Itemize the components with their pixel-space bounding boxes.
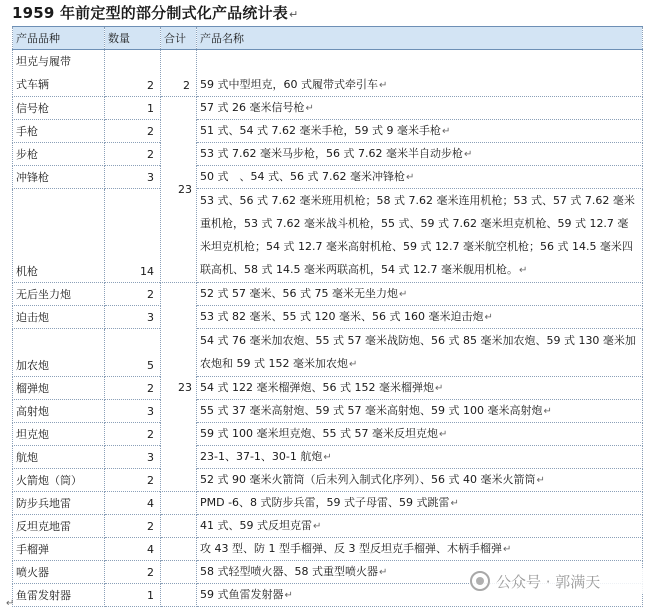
count-cell: 3	[105, 306, 161, 329]
names-cell: 23-1、37-1、30-1 航炮↵	[197, 446, 643, 469]
type-cell: 迫击炮	[13, 306, 105, 329]
names-cell: 55 式 37 毫米高射炮、59 式 57 毫米高射炮、59 式 100 毫米高射炮↵	[197, 400, 643, 423]
names-cell: 50 式 、54 式、56 式 7.62 毫米冲锋枪↵	[197, 166, 643, 189]
table-row	[13, 400, 643, 423]
names-cell: PMD -6、8 式防步兵雷，59 式子母雷、59 式跳雷↵	[197, 492, 643, 515]
count-cell: 4	[105, 492, 161, 515]
table-row	[13, 189, 643, 283]
table-row	[13, 469, 643, 492]
names-cell: 52 式 90 毫米火箭筒（后未列入制式化序列）、56 式 40 毫米火箭筒↵	[197, 469, 643, 492]
header-total: 合计	[161, 27, 197, 50]
watermark-text: 公众号 · 郭满天	[496, 572, 601, 591]
type-cell: 鱼雷发射器	[13, 584, 105, 607]
type-cell: 火箭炮（筒）	[13, 469, 105, 492]
count-cell: 2	[105, 283, 161, 306]
paragraph-mark: ↵	[6, 598, 15, 609]
count-cell: 3	[105, 166, 161, 189]
table-row	[13, 492, 643, 515]
table-row	[13, 329, 643, 377]
table-title	[12, 2, 298, 24]
total-cell	[161, 538, 197, 561]
names-cell: 59 式中型坦克，60 式履带式牵引车↵	[197, 50, 643, 97]
type-cell: 坦克与履带 式车辆	[13, 50, 105, 97]
watermark	[470, 568, 650, 594]
type-cell: 冲锋枪	[13, 166, 105, 189]
type-cell: 反坦克地雷	[13, 515, 105, 538]
table-title-text: 1959 年前定型的部分制式化产品统计表	[12, 4, 288, 22]
count-cell: 5	[105, 329, 161, 377]
total-cell	[161, 515, 197, 538]
table-row	[13, 377, 643, 400]
type-cell: 坦克炮	[13, 423, 105, 446]
type-cell: 防步兵地雷	[13, 492, 105, 515]
total-cell	[161, 561, 197, 584]
names-cell: 54 式 76 毫米加农炮、55 式 57 毫米战防炮、56 式 85 毫米加农炮、59 式 130 毫米加农炮和 59 式 152 毫米加农炮↵	[197, 329, 643, 377]
names-cell: 53 式 7.62 毫米马步枪，56 式 7.62 毫米半自动步枪↵	[197, 143, 643, 166]
count-cell: 3	[105, 446, 161, 469]
type-cell: 步枪	[13, 143, 105, 166]
names-cell: 53 式、56 式 7.62 毫米班用机枪；58 式 7.62 毫米连用机枪；53 式、57 式 7.62 毫米重机枪，53 式 7.62 毫米战斗机枪，55 式、59 式 7.62 毫米坦克机枪、59 式 12.7 毫米坦克机枪；54 式 12.7 毫米高射机枪、59 式 12.7 毫米航空机枪；56 式 14.5 毫米四联高机、58 式 14.5 毫米两联高机，54 式 12.7 毫米舰用机枪。↵	[197, 189, 643, 283]
table-row	[13, 538, 643, 561]
type-cell: 榴弹炮	[13, 377, 105, 400]
count-cell: 2	[105, 423, 161, 446]
type-cell: 高射炮	[13, 400, 105, 423]
header-names: 产品名称	[197, 27, 643, 50]
paragraph-mark-icon: ↵	[288, 8, 299, 21]
names-cell: 54 式 122 毫米榴弹炮、56 式 152 毫米榴弹炮↵	[197, 377, 643, 400]
type-cell: 航炮	[13, 446, 105, 469]
type-cell: 无后坐力炮	[13, 283, 105, 306]
group-total-cell: 23	[161, 97, 197, 283]
names-cell: 57 式 26 毫米信号枪↵	[197, 97, 643, 120]
table-row	[13, 283, 643, 306]
total-cell	[161, 584, 197, 607]
count-cell: 2	[105, 515, 161, 538]
count-cell: 2	[105, 120, 161, 143]
header-row	[13, 27, 643, 50]
count-cell: 2	[105, 50, 161, 97]
names-cell: 41 式、59 式反坦克雷↵	[197, 515, 643, 538]
type-cell: 机枪	[13, 189, 105, 283]
count-cell: 14	[105, 189, 161, 283]
header-type: 产品品种	[13, 27, 105, 50]
table-row	[13, 143, 643, 166]
group-total-cell: 23	[161, 283, 197, 492]
count-cell: 2	[105, 143, 161, 166]
table-row	[13, 166, 643, 189]
names-cell: 53 式 82 毫米、55 式 120 毫米、56 式 160 毫米迫击炮↵	[197, 306, 643, 329]
wechat-icon	[470, 571, 490, 591]
count-cell: 2	[105, 377, 161, 400]
count-cell: 4	[105, 538, 161, 561]
type-cell: 手榴弹	[13, 538, 105, 561]
header-count: 数量	[105, 27, 161, 50]
names-cell: 59 式鱼雷发射器↵	[197, 584, 643, 607]
table-body	[13, 50, 643, 607]
count-cell: 2	[105, 469, 161, 492]
names-cell: 59 式 100 毫米坦克炮、55 式 57 毫米反坦克炮↵	[197, 423, 643, 446]
type-cell: 信号枪	[13, 97, 105, 120]
names-cell: 52 式 57 毫米、56 式 75 毫米无坐力炮↵	[197, 283, 643, 306]
total-cell	[161, 492, 197, 515]
count-cell: 1	[105, 97, 161, 120]
names-cell: 51 式、54 式 7.62 毫米手枪，59 式 9 毫米手枪↵	[197, 120, 643, 143]
count-cell: 2	[105, 561, 161, 584]
table-row	[13, 423, 643, 446]
count-cell: 3	[105, 400, 161, 423]
table-row	[13, 306, 643, 329]
count-cell: 1	[105, 584, 161, 607]
type-cell: 手枪	[13, 120, 105, 143]
type-cell: 加农炮	[13, 329, 105, 377]
table-row	[13, 97, 643, 120]
table-row	[13, 120, 643, 143]
type-cell: 喷火器	[13, 561, 105, 584]
table-row	[13, 50, 643, 97]
names-cell: 58 式轻型喷火器、58 式重型喷火器↵	[197, 561, 643, 584]
product-table	[12, 26, 643, 607]
total-cell: 2	[161, 50, 197, 97]
table-row	[13, 515, 643, 538]
table-row	[13, 446, 643, 469]
names-cell: 攻 43 型、防 1 型手榴弹、反 3 型反坦克手榴弹、木柄手榴弹↵	[197, 538, 643, 561]
